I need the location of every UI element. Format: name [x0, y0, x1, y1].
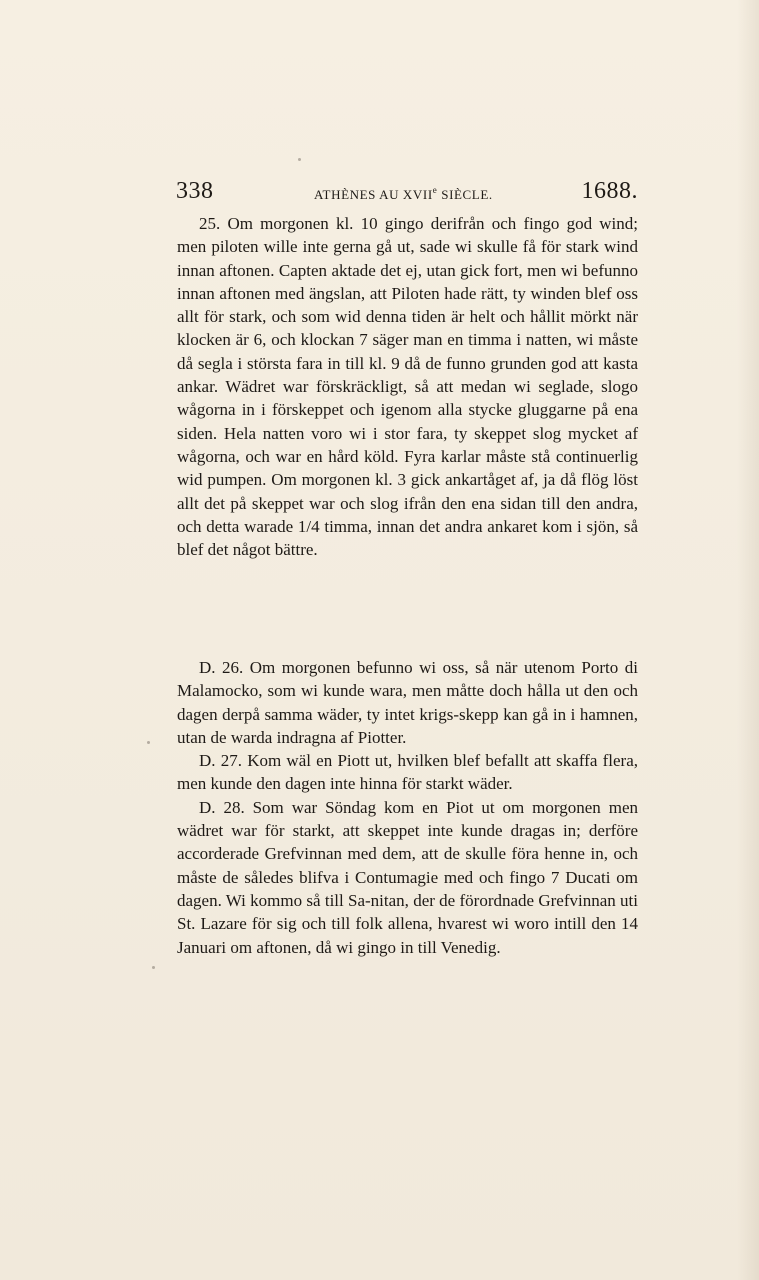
page-edge-shadow — [737, 0, 759, 1280]
paragraph-day-25: 25. Om morgonen kl. 10 gingo derifrån och fingo god wind; men piloten wille inte gerna gå ut, sade wi skulle få för stark wind innan aftonen. Capten aktade det ej, utan gick fort, men wi befunno innan aftonen med ängslan, att Piloten hade rätt, ty winden blef oss allt för stark, och som wid denna tiden är helt och hållit mörkt när klocken är 6, och klockan 7 säger man en timma i natten, wi måste då segla i största fara in till kl. 9 då de funno grunden god att kasta ankar. Wädret war förskräckligt, så att medan wi seglade, slogo wågorna in i förskeppet och igenom alla stycke gluggarne på ena siden. Hela natten voro wi i stor fara, ty skeppet slog mycket af wågorna, och war en hård köld. Fyra karlar måste stå continuerlig wid pumpen. Om morgonen kl. 3 gick ankartåget af, ja då flög löst allt det på skeppet war och slog ifrån den ena sidan till den andra, och detta warade 1/4 timma, innan det andra ankaret kom i sjön, så blef det något bättre. — [177, 214, 638, 560]
running-title-superscript: e — [432, 185, 438, 195]
running-title-end: SIÈCLE. — [437, 187, 493, 202]
paragraph-day-26: D. 26. Om morgonen befunno wi oss, så när utenom Porto di Malamocko, som wi kunde wara, men måtte doch hålla ut den och dagen derpå samma wäder, ty intet krigs-skepp kan gå in i hamnen, utan de warda indragna af Piotter. — [177, 658, 638, 747]
year-heading: 1688. — [581, 178, 638, 204]
paper-speck — [298, 158, 301, 161]
running-title — [314, 185, 493, 203]
page-number: 338 — [176, 178, 214, 204]
text-block-second — [177, 656, 638, 959]
running-title-main: ATHÈNES AU XVII — [314, 187, 433, 202]
paper-speck — [152, 966, 155, 969]
paragraph-day-27: D. 27. Kom wäl en Piott ut, hvilken blef befallt att skaffa flera, men kunde den dagen inte hinna för starkt wäder. — [177, 751, 638, 794]
paper-speck — [147, 741, 150, 744]
text-block-first — [177, 212, 638, 561]
running-header — [176, 178, 638, 208]
paragraph-day-28: D. 28. Som war Söndag kom en Piot ut om morgonen men wädret war för starkt, att skeppet inte kunde dragas in; derföre accorderade Grefvinnan med dem, att de skulle föra henne in, och måste de således blifva i Contumagie med och fingo 7 Ducati om dagen. Wi kommo så till Sa-nitan, der de förordnade Grefvinnan uti St. Lazare för sig och till folk allena, hvarest wi woro intill den 14 Januari om aftonen, då wi gingo in till Venedig. — [177, 797, 638, 957]
